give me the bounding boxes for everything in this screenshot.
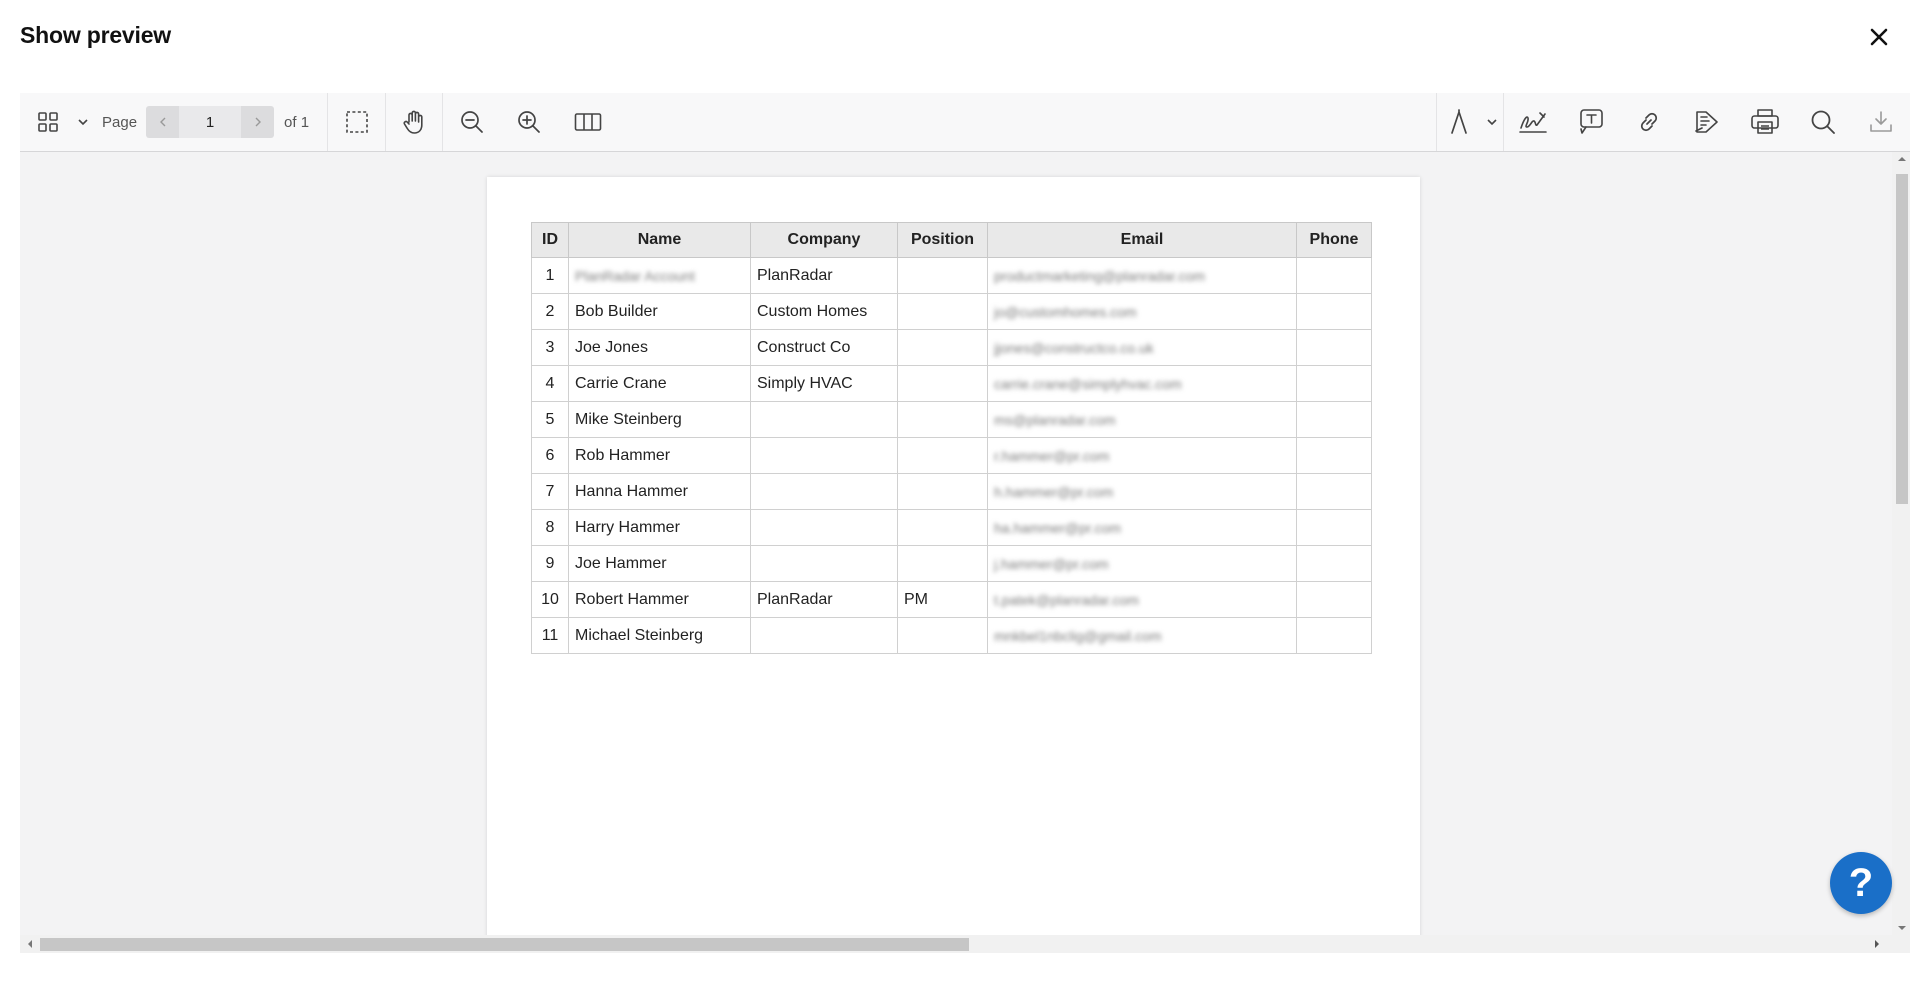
modal-title: Show preview	[20, 22, 171, 48]
download-button[interactable]	[1852, 93, 1910, 151]
page-label: Page	[102, 113, 138, 131]
thumbnails-button[interactable]	[24, 93, 72, 151]
cell-phone	[1297, 330, 1372, 366]
cell-email: t.patek@planradar.com	[988, 582, 1297, 618]
chevron-down-icon	[77, 116, 89, 128]
table-row	[532, 510, 1372, 546]
cell-company	[751, 618, 898, 654]
two-page-view-button[interactable]	[557, 93, 619, 151]
pan-hand-icon	[401, 109, 427, 135]
search-icon	[1810, 109, 1836, 135]
cell-position: PM	[898, 582, 988, 618]
scroll-down-arrow-icon	[1892, 921, 1910, 935]
scroll-left-arrow-icon	[23, 935, 37, 953]
link-icon	[1636, 109, 1662, 135]
zoom-out-button[interactable]	[443, 93, 500, 151]
cell-phone	[1297, 402, 1372, 438]
cell-phone	[1297, 546, 1372, 582]
cell-position	[898, 402, 988, 438]
table-header-row	[532, 223, 1372, 258]
document-viewer	[20, 93, 1910, 953]
zoom-in-button[interactable]	[500, 93, 557, 151]
table-row	[532, 366, 1372, 402]
cell-id: 4	[532, 366, 569, 402]
cell-company	[751, 474, 898, 510]
table-row	[532, 474, 1372, 510]
page-count-label: of 1	[284, 113, 310, 131]
cell-name: PlanRadar Account	[569, 258, 751, 294]
cell-phone	[1297, 474, 1372, 510]
download-icon	[1868, 109, 1894, 135]
column-header-id: ID	[532, 223, 569, 258]
table-row	[532, 582, 1372, 618]
cell-name: Joe Hammer	[569, 546, 751, 582]
table-row	[532, 402, 1372, 438]
cell-phone	[1297, 618, 1372, 654]
search-button[interactable]	[1794, 93, 1852, 151]
cell-name: Carrie Crane	[569, 366, 751, 402]
text-annotation-button[interactable]	[1562, 93, 1620, 151]
cell-phone	[1297, 366, 1372, 402]
cell-company: PlanRadar	[751, 582, 898, 618]
horizontal-scroll-thumb[interactable]	[40, 938, 969, 951]
thumbnails-icon	[37, 111, 59, 133]
cell-phone	[1297, 582, 1372, 618]
cell-email: h.hammer@pr.com	[988, 474, 1297, 510]
close-icon	[1870, 28, 1888, 46]
table-row	[532, 258, 1372, 294]
column-header-email: Email	[988, 223, 1297, 258]
signature-button[interactable]	[1504, 93, 1562, 151]
chevron-down-icon	[1486, 116, 1498, 128]
next-page-button[interactable]	[241, 106, 274, 138]
column-header-position: Position	[898, 223, 988, 258]
cell-email: ms@planradar.com	[988, 402, 1297, 438]
page-number-input[interactable]	[179, 106, 241, 138]
viewer-toolbar	[20, 93, 1910, 152]
table-row	[532, 546, 1372, 582]
cell-company	[751, 438, 898, 474]
cell-id: 2	[532, 294, 569, 330]
marquee-select-button[interactable]	[328, 93, 385, 151]
cell-email: mnkbel1nbclig@gmail.com	[988, 618, 1297, 654]
marquee-select-icon	[345, 110, 369, 134]
contacts-table	[531, 222, 1372, 654]
cell-name: Harry Hammer	[569, 510, 751, 546]
help-button[interactable]: ?	[1830, 852, 1892, 914]
table-row	[532, 438, 1372, 474]
previous-page-button[interactable]	[146, 106, 179, 138]
cell-company: PlanRadar	[751, 258, 898, 294]
document-page	[487, 177, 1420, 935]
thumbnails-dropdown-button[interactable]	[72, 93, 94, 151]
cell-phone	[1297, 294, 1372, 330]
cell-name: Joe Jones	[569, 330, 751, 366]
cell-position	[898, 294, 988, 330]
cell-id: 11	[532, 618, 569, 654]
cell-phone	[1297, 438, 1372, 474]
cell-position	[898, 510, 988, 546]
cell-position	[898, 330, 988, 366]
cell-company: Simply HVAC	[751, 366, 898, 402]
table-row	[532, 294, 1372, 330]
scroll-up-arrow-icon	[1892, 152, 1910, 166]
pan-tool-button[interactable]	[386, 93, 442, 151]
cell-email: jo@customhomes.com	[988, 294, 1297, 330]
cell-id: 1	[532, 258, 569, 294]
cell-company: Custom Homes	[751, 294, 898, 330]
cell-position	[898, 618, 988, 654]
share-icon	[1693, 108, 1721, 136]
column-header-name: Name	[569, 223, 751, 258]
cell-id: 10	[532, 582, 569, 618]
cell-position	[898, 474, 988, 510]
cell-id: 9	[532, 546, 569, 582]
vertical-scroll-thumb[interactable]	[1896, 174, 1908, 504]
chevron-right-icon	[253, 116, 263, 128]
cell-id: 3	[532, 330, 569, 366]
cell-company: Construct Co	[751, 330, 898, 366]
cell-name: Bob Builder	[569, 294, 751, 330]
cell-name: Robert Hammer	[569, 582, 751, 618]
cell-email: j.hammer@pr.com	[988, 546, 1297, 582]
cell-company	[751, 402, 898, 438]
share-button[interactable]	[1678, 93, 1736, 151]
column-header-company: Company	[751, 223, 898, 258]
print-button[interactable]	[1736, 93, 1794, 151]
cell-position	[898, 258, 988, 294]
cell-position	[898, 366, 988, 402]
cell-name: Hanna Hammer	[569, 474, 751, 510]
cell-email: r.hammer@pr.com	[988, 438, 1297, 474]
two-page-view-icon	[574, 111, 602, 133]
cell-name: Mike Steinberg	[569, 402, 751, 438]
print-icon	[1750, 108, 1780, 136]
cell-id: 8	[532, 510, 569, 546]
draw-tool-dropdown-button[interactable]	[1481, 93, 1503, 151]
zoom-in-icon	[516, 109, 542, 135]
chevron-left-icon	[158, 116, 168, 128]
cell-id: 5	[532, 402, 569, 438]
horizontal-scrollbar[interactable]	[20, 935, 1910, 953]
cell-id: 7	[532, 474, 569, 510]
zoom-out-icon	[459, 109, 485, 135]
column-header-phone: Phone	[1297, 223, 1372, 258]
cell-id: 6	[532, 438, 569, 474]
draw-tool-button[interactable]	[1437, 93, 1481, 151]
draw-icon	[1447, 109, 1471, 135]
close-button[interactable]	[1866, 24, 1892, 50]
cell-name: Rob Hammer	[569, 438, 751, 474]
cell-email: jjones@constructco.co.uk	[988, 330, 1297, 366]
text-annotation-icon	[1577, 108, 1605, 136]
cell-name: Michael Steinberg	[569, 618, 751, 654]
document-canvas[interactable]	[20, 152, 1892, 935]
vertical-scrollbar[interactable]	[1892, 152, 1910, 935]
cell-email: productmarketing@planradar.com	[988, 258, 1297, 294]
cell-position	[898, 546, 988, 582]
page-navigator	[146, 106, 274, 138]
cell-email: ha.hammer@pr.com	[988, 510, 1297, 546]
cell-phone	[1297, 258, 1372, 294]
table-row	[532, 330, 1372, 366]
cell-company	[751, 510, 898, 546]
cell-position	[898, 438, 988, 474]
cell-company	[751, 546, 898, 582]
cell-phone	[1297, 510, 1372, 546]
signature-icon	[1518, 109, 1548, 135]
cell-email: carrie.crane@simplyhvac.com	[988, 366, 1297, 402]
link-button[interactable]	[1620, 93, 1678, 151]
table-row	[532, 618, 1372, 654]
scroll-right-arrow-icon	[1870, 935, 1884, 953]
